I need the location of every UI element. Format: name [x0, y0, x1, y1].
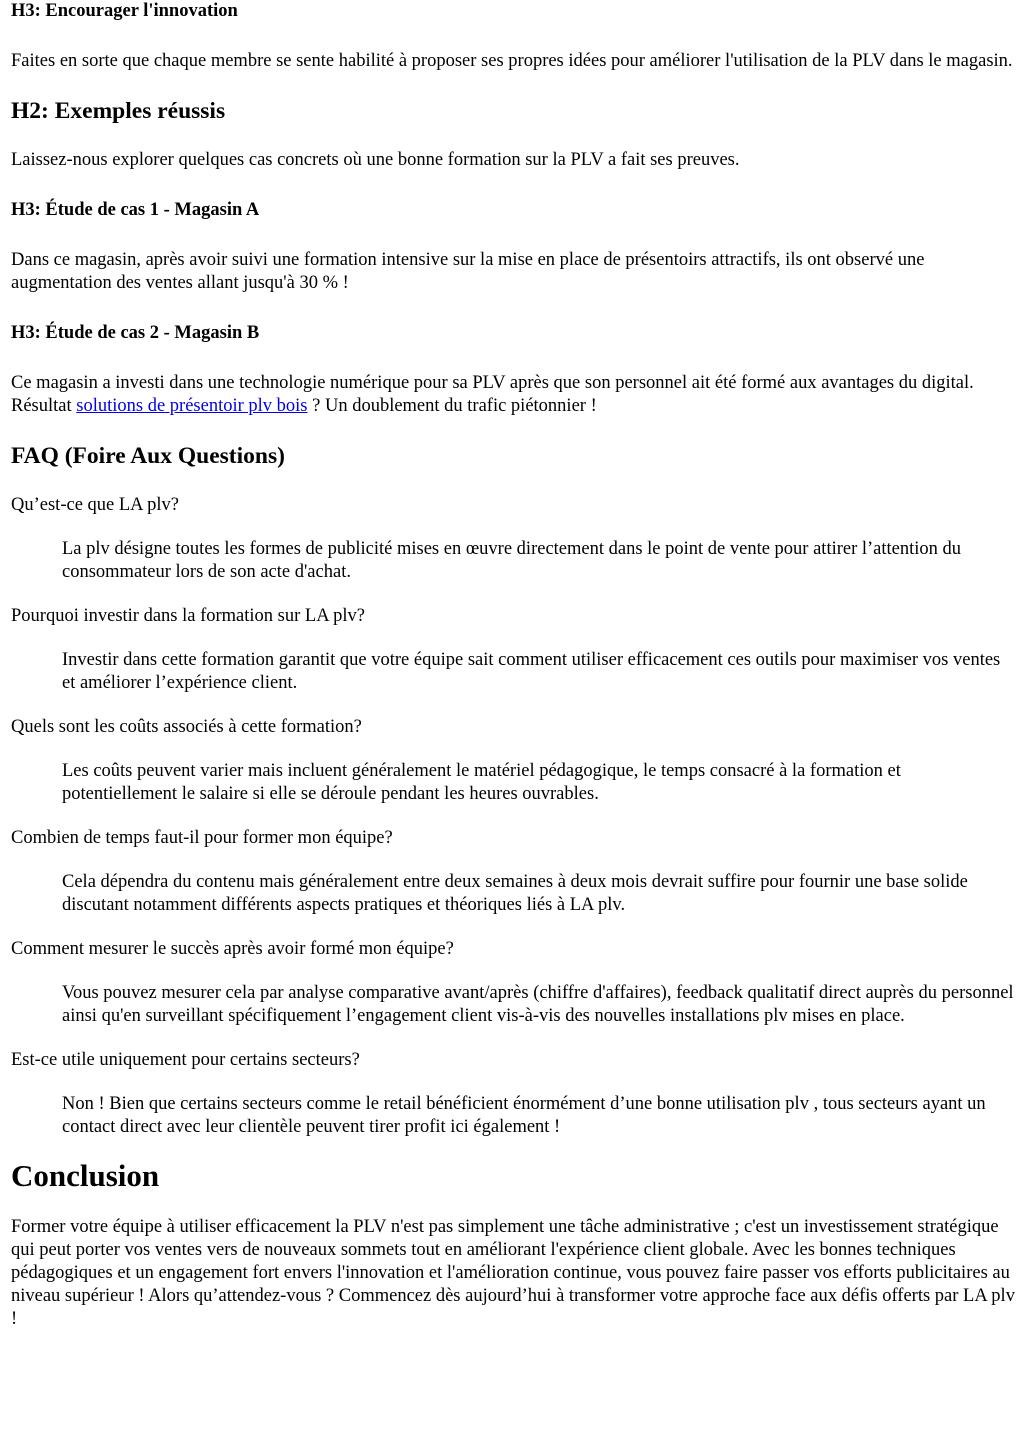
paragraph-conclusion: Former votre équipe à utiliser efficacement la PLV n'est pas simplement une tâche administrative ; c'est un investissement stratégique qui peut porter vos ventes vers de nouveaux sommets tout en améliorant l'expérience client globale. Avec les bonnes techniques pédagogiques et un engagement fort envers l'innovation et l'amélioration continue, vous pouvez faire passer vos efforts publicitaires au niveau supérieur ! Alors qu’attendez-vous ? Commencez dès aujourd’hui à transformer votre approche face aux défis offerts par LA plv !: [11, 1217, 1015, 1329]
faq-list: [11, 494, 1016, 1139]
paragraph-cas2-text-before: Ce magasin a investi dans une technologie numérique pour sa PLV après que son personnel ait été formé aux avantages du digital. Résultat: [11, 373, 974, 416]
faq-question: Comment mesurer le succès après avoir formé mon équipe?: [11, 939, 454, 959]
faq-question: Qu’est-ce que LA plv?: [11, 495, 179, 515]
faq-question: Quels sont les coûts associés à cette formation?: [11, 717, 362, 737]
heading-faq: FAQ (Foire Aux Questions): [11, 443, 285, 469]
heading-innovation: H3: Encourager l'innovation: [11, 1, 238, 21]
heading-cas1: H3: Étude de cas 1 - Magasin A: [11, 200, 260, 220]
faq-question: Pourquoi investir dans la formation sur LA plv?: [11, 606, 366, 626]
faq-answer: Cela dépendra du contenu mais généralement entre deux semaines à deux mois devrait suffire pour fournir une base solide discutant notamment différents aspects pratiques et théoriques liés à LA plv.: [62, 872, 968, 915]
paragraph-exemples: Laissez-nous explorer quelques cas concrets où une bonne formation sur la PLV a fait ses preuves.: [11, 150, 740, 170]
heading-exemples: H2: Exemples réussis: [11, 98, 226, 124]
heading-conclusion: Conclusion: [11, 1158, 160, 1193]
paragraph-innovation: Faites en sorte que chaque membre se sente habilité à proposer ses propres idées pour améliorer l'utilisation de la PLV dans le magasin.: [11, 51, 1013, 71]
faq-question: Combien de temps faut-il pour former mon équipe?: [11, 828, 393, 848]
paragraph-cas1: Dans ce magasin, après avoir suivi une formation intensive sur la mise en place de présentoirs attractifs, ils ont observé une augmentation des ventes allant jusqu'à 30 % !: [11, 250, 925, 293]
faq-answer: Vous pouvez mesurer cela par analyse comparative avant/après (chiffre d'affaires), feedback qualitatif direct auprès du personnel ainsi qu'en surveillant spécifiquement l’engagement client vis-à-vis des nouvelles installations plv mises en place.: [62, 983, 1014, 1026]
faq-question: Est-ce utile uniquement pour certains secteurs?: [11, 1050, 360, 1070]
faq-answer: Les coûts peuvent varier mais incluent généralement le matériel pédagogique, le temps consacré à la formation et potentiellement le salaire si elle se déroule pendant les heures ouvrables.: [62, 761, 901, 804]
paragraph-cas2-text-after: ? Un doublement du trafic piétonnier !: [307, 396, 597, 416]
heading-cas2: H3: Étude de cas 2 - Magasin B: [11, 323, 260, 343]
faq-answer: La plv désigne toutes les formes de publicité mises en œuvre directement dans le point de vente pour attirer l’attention du consommateur lors de son acte d'achat.: [62, 539, 962, 582]
presentoir-plv-bois-link[interactable]: solutions de présentoir plv bois: [76, 396, 308, 416]
faq-answer: Non ! Bien que certains secteurs comme le retail bénéficient énormément d’une bonne utilisation plv , tous secteurs ayant un contact direct avec leur clientèle peuvent tirer profit ici également !: [62, 1094, 986, 1137]
faq-answer: Investir dans cette formation garantit que votre équipe sait comment utiliser efficacement ces outils pour maximiser vos ventes et améliorer l’expérience client.: [62, 650, 1001, 693]
paragraph-cas2: [11, 372, 1016, 418]
